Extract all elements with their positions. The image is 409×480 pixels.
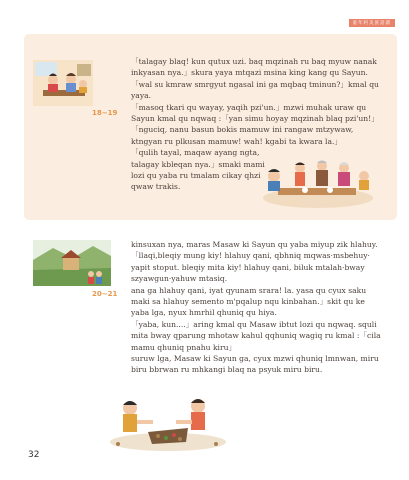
illustration-family-dinner	[260, 150, 375, 214]
text-line: 「masoq tkari qu wayay, yaqih pzi'un.」mzwi muhak uraw qu	[131, 102, 367, 112]
text-line: mamu qhuniq pnahu kiru」	[131, 342, 237, 352]
village-drawing	[33, 240, 111, 286]
text-line: yapit stoput. bleqiy mita kiy! hlahuy qani, biluk mtalah·bway	[131, 262, 365, 272]
text-line: 「nguciq, nanu basun bokis mamuw ini rangaw mtzywaw,	[131, 125, 354, 135]
text-line: qwaw trakis.	[131, 182, 181, 192]
text-line: inkyasan nya.」skura yaya mtqazi msina king kang qu Sayun.	[131, 68, 368, 78]
text-line: 「llaqi,bleqiy mung kiy! hlahuy qani, qbhniq mqwas·msbehuy·	[131, 251, 370, 261]
family-table-drawing	[33, 60, 93, 106]
text-line: ana ga hlahuy qani, iyat qyunam srara! la. yasa qu cyux saku	[131, 285, 367, 295]
text-line: 「yaba, kun....」aring kmal qu Masaw ibtut lozi qu nqwaq. squli	[131, 319, 377, 329]
text-line: kinsuxan nya, maras Masaw ki Sayun qu yaba miyup zik hlahuy.	[131, 240, 378, 249]
text-line: yaba lga, nyux hmrhil qhuniq qu hiya.	[131, 308, 277, 318]
text-line: ktngyan ru plkusan mamuw! wah! kgabi ta kwara la.」	[131, 136, 342, 146]
text-line: talagay kbleqan nya.」smaki mami	[131, 159, 265, 169]
text-line: Sayun kmal qu nqwaq :「yan simu hoyay mqzinah blaq pzi'un!」	[131, 114, 379, 124]
illustration-family-table	[33, 60, 93, 110]
text-line: 「qulih tayal, maqaw ayang ngta,	[131, 148, 260, 158]
illustration-children-wood	[108, 392, 228, 456]
text-line: suruw lga, Masaw ki Sayun ga, cyux mzwi qhuniq lmnwan, miru	[131, 354, 379, 364]
header-tag: 童年阿美族語讀	[349, 19, 396, 27]
page-ref-1: 18~19	[92, 109, 118, 117]
paragraph-2	[131, 239, 381, 376]
text-line: szyawgun·yahuw mtasiq.	[131, 274, 228, 284]
page-ref-2: 20~21	[92, 290, 118, 298]
text-line: mita bway qparung mhotaw kahul qqhuniq wagiq ru kmal :「cila	[131, 331, 381, 341]
page-number: 32	[28, 450, 40, 460]
text-line: maki sa hlahuy semento m'pqalup nqu kinbahan.」skit qu ke	[131, 297, 365, 307]
text-line: biru bbrwan ru mhkangi blaq na psyuk miru biru.	[131, 365, 323, 375]
text-line: lozi qu yaba ru tmalam cikay qhzi	[131, 171, 261, 181]
text-line: yaya.	[131, 91, 152, 101]
text-line: 「talagay blaq! kun qutux uzi. baq mqzinah ru baq myuw nanak	[131, 57, 377, 66]
children-wood-drawing	[108, 392, 228, 452]
illustration-village	[33, 240, 111, 290]
text-line: 「wal su kmraw smrgyut ngasal ini ga mqbaq tminun?」kmal qu	[131, 79, 379, 89]
family-dinner-drawing	[260, 150, 375, 210]
